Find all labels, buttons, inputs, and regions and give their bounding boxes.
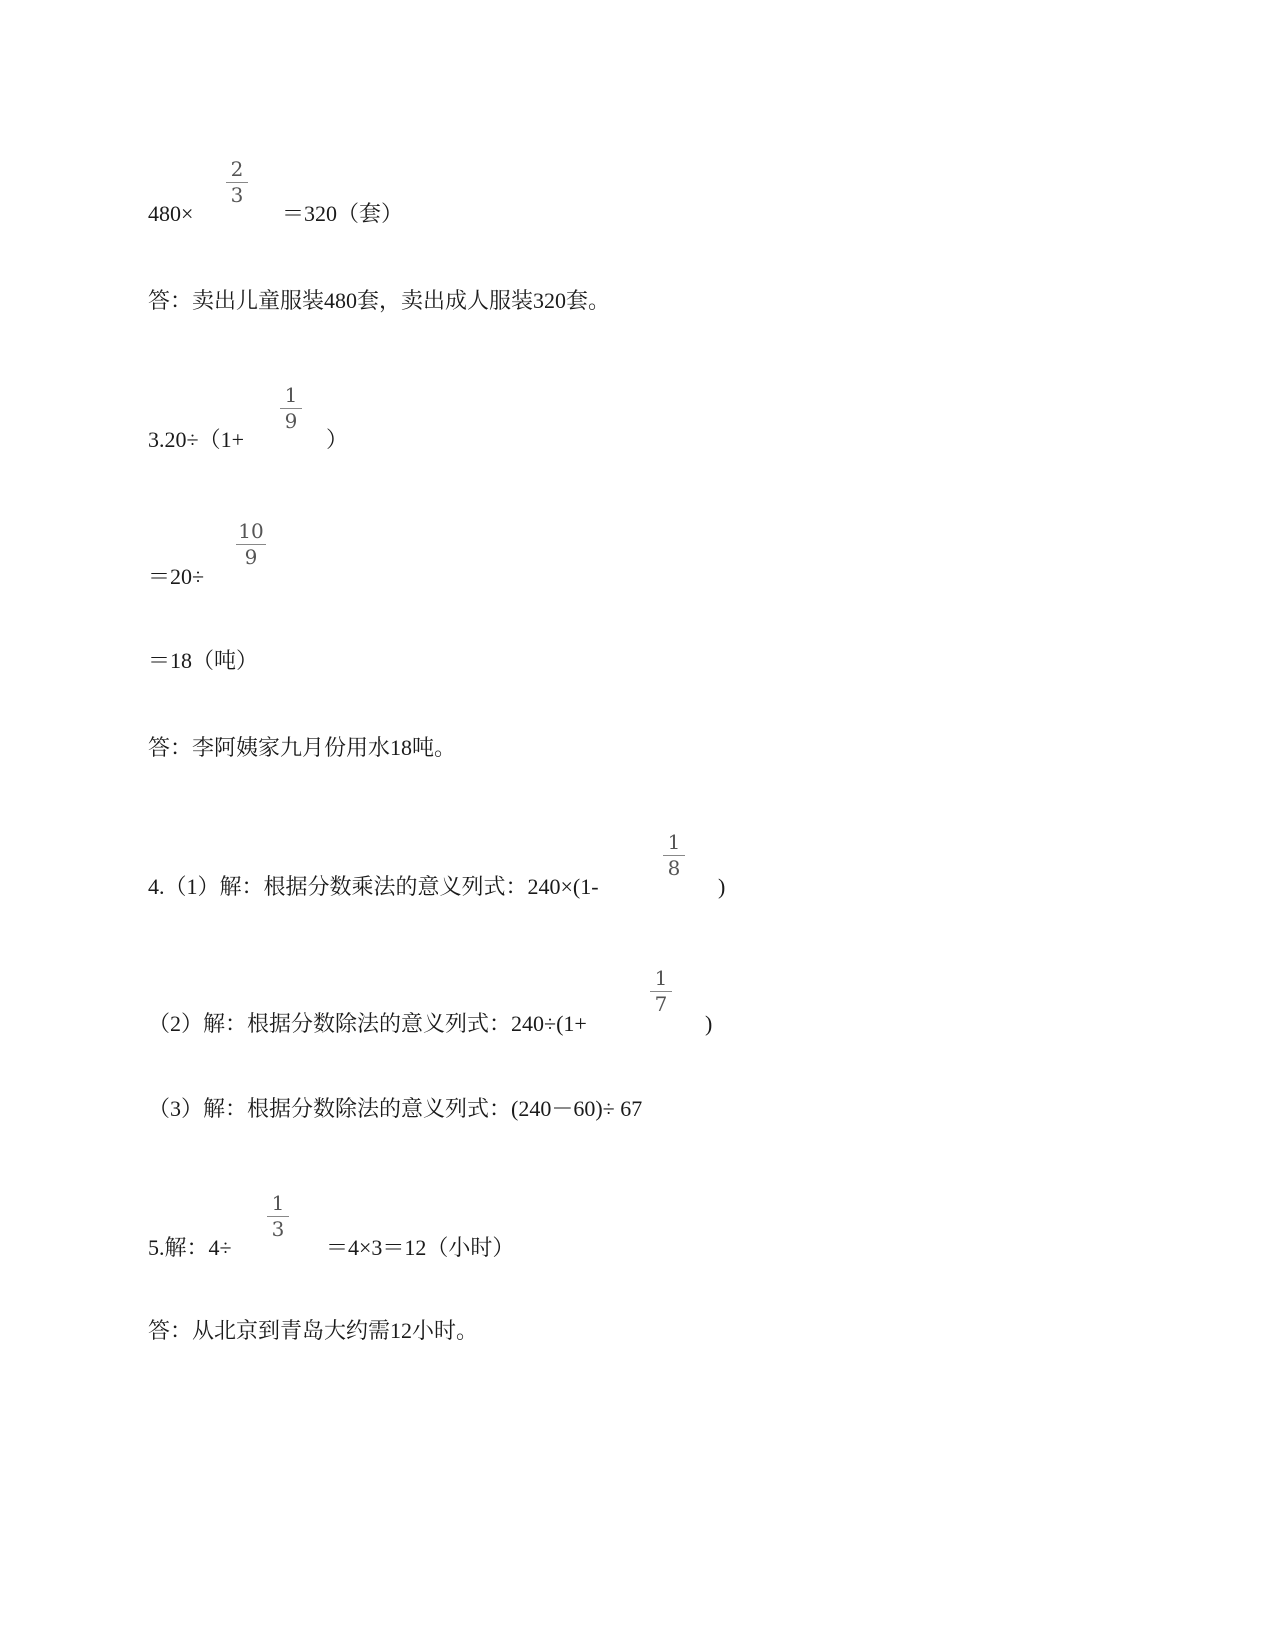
fraction: [663, 831, 685, 879]
fraction-denominator: 3: [271, 1217, 285, 1241]
answer-text: 答：卖出儿童服装480套，卖出成人服装320套。: [148, 288, 611, 313]
equation-text: ＝320（套）: [282, 201, 404, 226]
equation-text: ＝20÷: [148, 564, 205, 589]
fraction-denominator: 7: [654, 992, 668, 1016]
answer-text: 答：李阿姨家九月份用水18吨。: [148, 735, 457, 760]
fraction-denominator: 9: [284, 409, 298, 433]
equation-text: ): [718, 874, 726, 899]
equation-text: 480×: [148, 201, 194, 226]
fraction-numerator: 2: [230, 157, 244, 181]
equation-text: ＝4×3＝12（小时）: [326, 1235, 515, 1260]
equation-text: 4.（1）解：根据分数乘法的意义列式：240×(1-: [148, 874, 599, 899]
fraction: [650, 967, 672, 1015]
fraction-numerator: 1: [667, 830, 681, 854]
equation-text: ＝18（吨）: [148, 648, 259, 673]
fraction-denominator: 3: [230, 183, 244, 207]
answer-text: 答：从北京到青岛大约需12小时。: [148, 1318, 479, 1343]
equation-text: 3.20÷（1+: [148, 427, 244, 452]
fraction-numerator: 1: [284, 383, 298, 407]
equation-text: ）: [326, 427, 349, 452]
fraction-numerator: 10: [238, 519, 264, 543]
fraction: [267, 1192, 289, 1240]
fraction-denominator: 9: [244, 545, 258, 569]
fraction: [226, 158, 248, 206]
fraction-numerator: 1: [271, 1191, 285, 1215]
equation-text: （2）解：根据分数除法的意义列式：240÷(1+: [148, 1011, 587, 1036]
equation-text: ): [705, 1011, 713, 1036]
fraction: [236, 520, 266, 568]
equation-text: （3）解：根据分数除法的意义列式：(240－60)÷ 67: [148, 1096, 643, 1121]
fraction: [280, 384, 302, 432]
fraction-numerator: 1: [654, 966, 668, 990]
equation-text: 5.解：4÷: [148, 1235, 232, 1260]
fraction-denominator: 8: [667, 856, 681, 880]
